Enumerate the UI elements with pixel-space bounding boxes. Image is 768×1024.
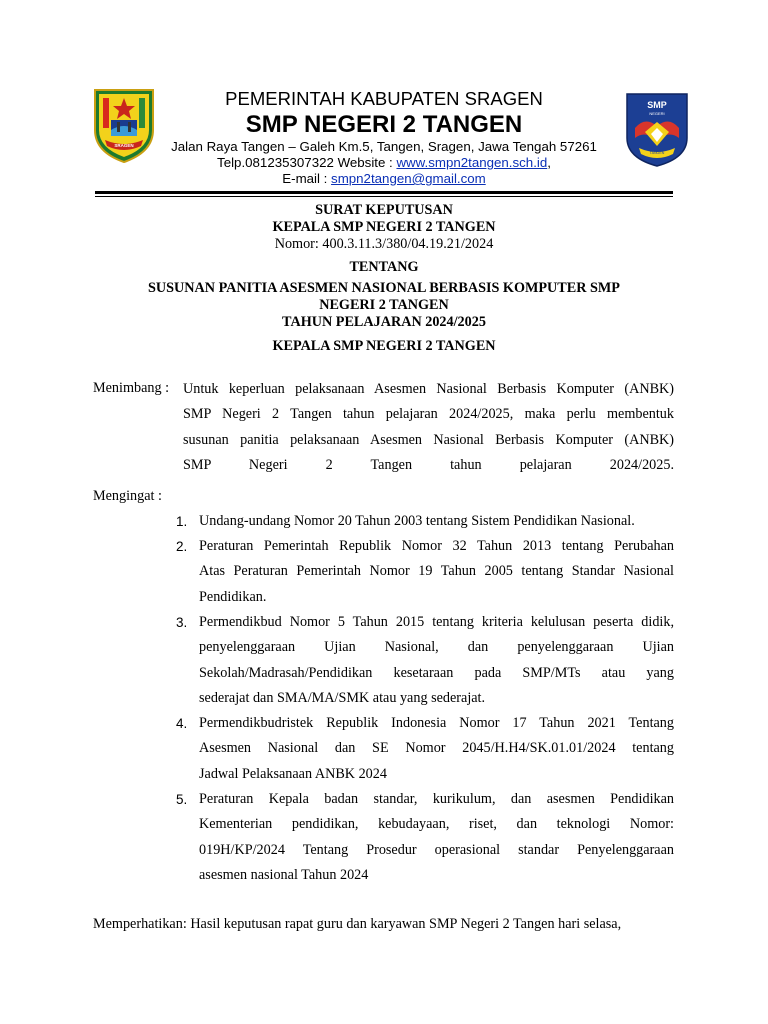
list-line: Pendidikan. [199, 588, 267, 605]
school-name: SMP NEGERI 2 TANGEN [245, 111, 523, 138]
contact-telephone-website [150, 155, 618, 170]
list-line: Undang-undang Nomor 20 Tahun 2003 tentang Sistem Pendidikan Nasional. [199, 513, 635, 529]
list-line: Asesmen Nasional dan SE Nomor 2045/H.H4/SK.01.01/2024 tentang [199, 740, 674, 757]
school-address: Jalan Raya Tangen – Galeh Km.5, Tangen, Sragen, Jawa Tengah 57261 [171, 139, 597, 154]
decree-subject-line-4: KEPALA SMP NEGERI 2 TANGEN [272, 338, 496, 354]
menimbang-line: Untuk keperluan pelaksanaan Asesmen Nasional Berbasis Komputer (ANBK) [183, 381, 674, 397]
email-prefix: E-mail : [282, 171, 332, 186]
decree-title: SURAT KEPUTUSAN [315, 202, 453, 218]
decree-subject-line-2: NEGERI 2 TANGEN [319, 297, 449, 313]
smp-logo-text: SMP [647, 100, 667, 110]
telephone-suffix: , [547, 155, 551, 170]
list-line: penyelenggaraan Ujian Nasional, dan penyelenggaraan Ujian [199, 639, 674, 656]
decree-number: Nomor: 400.3.11.3/380/04.19.21/2024 [274, 236, 494, 252]
memperhatikan-label: Memperhatikan: [93, 916, 187, 932]
letterhead-divider-thin [95, 196, 673, 197]
list-number: 2. [176, 539, 188, 554]
menimbang-line: SMP Negeri 2 Tangen tahun pelajaran 2024/2025. [183, 456, 674, 473]
list-line: Sekolah/Madrasah/Pendidikan kesetaraan pada SMP/MTs atau yang [199, 664, 674, 681]
list-line: sederajat dan SMA/MA/SMK atau yang sederajat. [199, 689, 486, 706]
memperhatikan-row [93, 916, 673, 933]
list-line: Peraturan Pemerintah Republik Nomor 32 Tahun 2013 tentang Perubahan [199, 538, 674, 554]
decree-subject-line-3: TAHUN PELAJARAN 2024/2025 [282, 314, 486, 330]
list-line: Jadwal Pelaksanaan ANBK 2024 [199, 765, 387, 782]
list-line: Permendikbud Nomor 5 Tahun 2015 tentang kriteria kelulusan peserta didik, [199, 614, 674, 630]
contact-email [150, 171, 618, 186]
sragen-regency-logo [93, 86, 155, 164]
list-number: 3. [176, 615, 188, 630]
menimbang-label: Menimbang : [93, 380, 170, 396]
smp-logo-subtext: NEGERI [649, 111, 665, 116]
mengingat-label: Mengingat : [93, 488, 162, 504]
decree-issuer: KEPALA SMP NEGERI 2 TANGEN [272, 219, 496, 235]
smp-school-logo [625, 92, 689, 168]
list-line: Atas Peraturan Pemerintah Nomor 19 Tahun 2005 tentang Standar Nasional [199, 563, 674, 580]
decree-subject-line-1: SUSUNAN PANITIA ASESMEN NASIONAL BERBASIS KOMPUTER SMP [148, 280, 620, 296]
list-line: Peraturan Kepala badan standar, kurikulum, dan asesmen Pendidikan [199, 791, 674, 807]
menimbang-line: susunan panitia pelaksanaan Asesmen Nasional Berbasis Komputer (ANBK) [183, 431, 674, 448]
smp-logo-bottom-text: TANGEN [649, 151, 665, 155]
memperhatikan-text: Hasil keputusan rapat guru dan karyawan SMP Negeri 2 Tangen hari selasa, [190, 916, 622, 932]
list-number: 1. [176, 514, 188, 529]
list-line: 019H/KP/2024 Tentang Prosedur operasional standar Penyelenggaraan [199, 841, 674, 858]
website-link[interactable]: www.smpn2tangen.sch.id [396, 155, 548, 170]
list-line: Permendikbudristek Republik Indonesia Nomor 17 Tahun 2021 Tentang [199, 715, 674, 731]
list-line: asesmen nasional Tahun 2024 [199, 866, 369, 883]
list-line: Kementerian pendidikan, kebudayaan, riset, dan teknologi Nomor: [199, 816, 674, 833]
telephone-text: Telp.081235307322 Website : [217, 155, 397, 170]
menimbang-paragraph [183, 377, 674, 478]
menimbang-line: SMP Negeri 2 Tangen tahun pelajaran 2024/2025, maka perlu membentuk [183, 406, 674, 423]
sragen-logo-text: SRAGEN [114, 143, 134, 148]
government-name: PEMERINTAH KABUPATEN SRAGEN [225, 88, 543, 109]
decree-tentang: TENTANG [349, 259, 419, 275]
list-number: 4. [176, 716, 188, 731]
list-number: 5. [176, 792, 188, 807]
letterhead-divider-thick [95, 191, 673, 194]
email-link[interactable]: smpn2tangen@gmail.com [331, 171, 486, 186]
